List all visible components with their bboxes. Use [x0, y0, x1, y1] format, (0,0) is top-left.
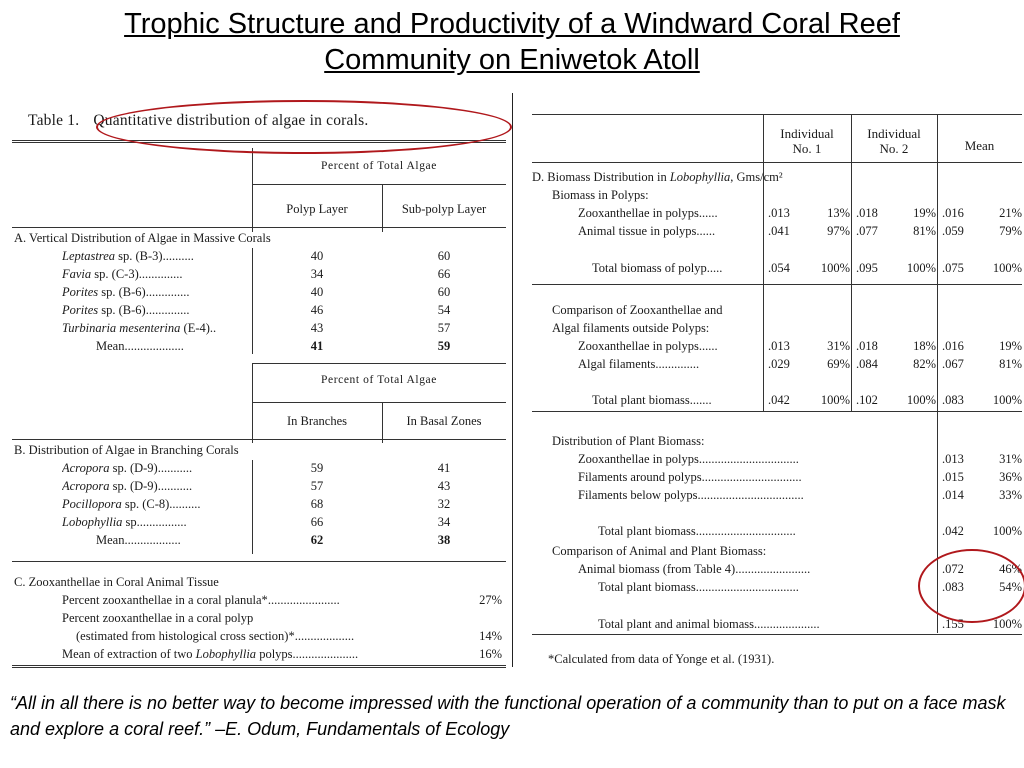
leader-dots: .............. — [655, 357, 700, 371]
label: Algal filaments — [578, 357, 656, 371]
table-rule — [252, 402, 506, 403]
subsection-title: Distribution of Plant Biomass: — [552, 434, 705, 448]
ind1-value: .041 — [768, 224, 790, 238]
mean-percent: 81% — [999, 357, 1022, 371]
label: Filaments below polyps — [578, 488, 698, 502]
specimen: sp. (D-9) — [109, 461, 158, 475]
label: Total plant biomass — [598, 580, 696, 594]
table-rule — [532, 284, 1022, 285]
leader-dots: ................................ — [701, 470, 802, 484]
ind1-percent: 100% — [820, 261, 850, 275]
genus: Acropora — [62, 479, 110, 493]
specimen: sp. (C-3) — [91, 267, 139, 281]
subsection-title: Algal filaments outside Polyps: — [552, 321, 710, 335]
label: Zooxanthellae in polyps — [578, 206, 699, 220]
mean-percent: 100% — [992, 261, 1022, 275]
ind2-value: .095 — [856, 261, 878, 275]
table-rule — [12, 665, 506, 668]
table-rule — [12, 561, 506, 562]
table-row — [12, 285, 506, 303]
title-text: D. Biomass Distribution in — [532, 170, 670, 184]
table-rule — [532, 162, 1022, 163]
leader-dots: ........................ — [735, 562, 811, 576]
polyp-layer-mean: 41 — [310, 339, 324, 353]
leader-dots: ...... — [698, 339, 718, 353]
polyp-layer-value: 34 — [310, 267, 324, 281]
row-text: (estimated from histological cross section)* — [76, 629, 295, 643]
mean-percent: 100% — [992, 524, 1022, 538]
table-row — [12, 461, 506, 479]
leader-dots: ..... — [706, 261, 723, 275]
in-branches-value: 66 — [310, 515, 324, 529]
table-row-label — [592, 261, 722, 276]
leader-dots: ................... — [294, 629, 355, 643]
label: Total plant biomass — [598, 524, 696, 538]
subsection-title: Comparison of Animal and Plant Biomass: — [552, 544, 767, 558]
leader-dots: ............... — [139, 515, 187, 529]
genus: Lobophyllia — [669, 170, 731, 184]
specimen: (E-4) — [180, 321, 210, 335]
ind1-value: .013 — [768, 206, 790, 220]
row-text: polyps — [256, 647, 293, 661]
table-rule — [12, 227, 506, 228]
specimen: sp. (C-8) — [121, 497, 170, 511]
label: Total plant and animal biomass — [598, 617, 755, 631]
specimen: sp. (B-6) — [98, 285, 146, 299]
leader-dots: .. — [209, 321, 217, 335]
header-percent-total-algae: Percent of Total Algae — [321, 160, 437, 172]
table-row — [12, 303, 506, 321]
title-line-2: Community on Eniwetok Atoll — [324, 44, 700, 76]
table-1-algae-distribution — [12, 100, 506, 668]
mean-value: .075 — [942, 261, 964, 275]
mean-label: Mean — [96, 339, 125, 353]
header-line: No. 1 — [792, 141, 822, 156]
label: Total biomass of polyp — [592, 261, 707, 275]
table-row-label — [578, 562, 934, 577]
leader-dots: .................. — [124, 533, 181, 547]
genus: Leptastrea — [62, 249, 116, 263]
ind2-value: .018 — [856, 339, 878, 353]
sub-polyp-layer-value: 54 — [437, 303, 451, 317]
ind1-value: .042 — [768, 393, 790, 407]
ind1-value: .013 — [768, 339, 790, 353]
polyp-layer-value: 43 — [310, 321, 324, 335]
row-value: 16% — [479, 647, 502, 661]
table-row-label — [578, 206, 718, 221]
ind2-percent: 82% — [913, 357, 936, 371]
table-row-label — [578, 488, 934, 503]
vertical-divider — [512, 93, 513, 667]
subsection-title: Comparison of Zooxanthellae and — [552, 303, 723, 317]
highlight-oval — [96, 100, 512, 154]
sub-polyp-layer-value: 57 — [437, 321, 451, 335]
label: Animal tissue in polyps — [578, 224, 697, 238]
genus: Porites — [62, 303, 99, 317]
leader-dots: ................... — [124, 339, 184, 353]
mean-value: .083 — [942, 580, 964, 594]
ind1-percent: 100% — [820, 393, 850, 407]
header-mean: Mean — [964, 138, 995, 153]
header-percent-total-algae: Percent of Total Algae — [321, 374, 437, 386]
odum-quote: “All in all there is no better way to become impressed with the functional operation of a community than to put on a face mask and explore a coral reef.” –E. Odum, Fundamentals of Ecology — [10, 693, 1006, 739]
table-row — [12, 515, 506, 533]
table-1-label: Table 1. — [28, 112, 80, 129]
specimen: sp. (B-6) — [98, 303, 146, 317]
genus: Lobophyllia — [195, 647, 257, 661]
ind1-percent: 31% — [827, 339, 850, 353]
in-basal-zones-value: 32 — [437, 497, 451, 511]
table-biomass-distribution — [532, 112, 1024, 668]
row-text: Mean of extraction of two — [62, 647, 196, 661]
leader-dots: ...... — [696, 224, 716, 238]
section-b-title: B. Distribution of Algae in Branching Corals — [14, 443, 239, 457]
mean-value: .016 — [942, 339, 964, 353]
mean-value: .155 — [942, 617, 964, 631]
table-row — [12, 249, 506, 267]
in-branches-value: 57 — [310, 479, 324, 493]
mean-value: .014 — [942, 488, 964, 502]
leader-dots: .............. — [138, 267, 183, 281]
genus: Porites — [62, 285, 99, 299]
leader-dots: .............. — [145, 303, 190, 317]
table-row-label — [578, 224, 715, 239]
table-row — [12, 497, 506, 515]
table-row — [12, 267, 506, 285]
sub-polyp-layer-value: 66 — [437, 267, 451, 281]
mean-percent: 54% — [999, 580, 1022, 594]
leader-dots: ........... — [157, 461, 193, 475]
in-basal-zones-value: 41 — [437, 461, 451, 475]
sub-polyp-layer-value: 60 — [437, 249, 451, 263]
column-divider — [937, 114, 938, 411]
row-text: Percent zooxanthellae in a coral polyp — [62, 611, 254, 625]
sub-polyp-layer-mean: 59 — [437, 339, 451, 353]
table-row-label — [578, 339, 718, 354]
table-row-label — [592, 393, 712, 408]
mean-value: .067 — [942, 357, 964, 371]
ind2-percent: 100% — [906, 261, 936, 275]
mean-value: .042 — [942, 524, 964, 538]
slide-title — [0, 6, 1024, 78]
in-basal-zones-value: 43 — [437, 479, 451, 493]
table-row — [76, 629, 502, 647]
header-individual-2 — [851, 126, 937, 156]
ind1-percent: 13% — [827, 206, 850, 220]
table-row-label — [578, 470, 934, 485]
table-rule — [252, 363, 506, 364]
label: Filaments around polyps — [578, 470, 702, 484]
mean-percent: 33% — [999, 488, 1022, 502]
table-rule — [532, 411, 1022, 412]
leader-dots: .......... — [162, 249, 194, 263]
ind1-percent: 69% — [827, 357, 850, 371]
mean-row — [12, 533, 506, 551]
leader-dots: .......... — [169, 497, 201, 511]
table-row-label — [598, 580, 934, 595]
leader-dots: ................................ — [695, 524, 796, 538]
row-value: 14% — [479, 629, 502, 643]
mean-value: .015 — [942, 470, 964, 484]
leader-dots: ................................ — [698, 452, 799, 466]
table-rule — [532, 114, 1022, 115]
mean-value: .059 — [942, 224, 964, 238]
ind2-value: .102 — [856, 393, 878, 407]
header-in-basal-zones: In Basal Zones — [406, 414, 482, 428]
column-divider — [763, 114, 764, 411]
label: Zooxanthellae in polyps — [578, 452, 699, 466]
mean-row — [12, 339, 506, 357]
header-in-branches: In Branches — [286, 414, 348, 428]
in-branches-value: 59 — [310, 461, 324, 475]
mean-value: .013 — [942, 452, 964, 466]
genus: Acropora — [62, 461, 110, 475]
highlight-oval — [918, 549, 1024, 623]
table-1-caption-text: Quantitative distribution of algae in corals. — [93, 112, 369, 129]
table-rule — [532, 634, 1022, 635]
polyp-layer-value: 46 — [310, 303, 324, 317]
header-line: Individual — [780, 126, 834, 141]
in-branches-mean: 62 — [310, 533, 324, 547]
table-row — [62, 647, 502, 665]
mean-percent: 100% — [992, 617, 1022, 631]
section-c-title: C. Zooxanthellae in Coral Animal Tissue — [14, 575, 219, 589]
leader-dots: .................................. — [697, 488, 804, 502]
ind2-percent: 18% — [913, 339, 936, 353]
sub-polyp-layer-value: 60 — [437, 285, 451, 299]
table-row-label — [578, 452, 934, 467]
table-row-label — [578, 357, 699, 372]
leader-dots: ....................... — [267, 593, 340, 607]
mean-label: Mean — [96, 533, 125, 547]
ind1-value: .054 — [768, 261, 790, 275]
in-basal-zones-mean: 38 — [437, 533, 451, 547]
mean-percent: 46% — [999, 562, 1022, 576]
ind2-value: .018 — [856, 206, 878, 220]
ind2-percent: 100% — [906, 393, 936, 407]
table-row — [12, 321, 506, 339]
mean-percent: 100% — [992, 393, 1022, 407]
ind2-percent: 19% — [913, 206, 936, 220]
table-rule — [12, 439, 506, 440]
table-row — [12, 479, 506, 497]
specimen: sp. (D-9) — [109, 479, 158, 493]
ind2-value: .077 — [856, 224, 878, 238]
polyp-layer-value: 40 — [310, 285, 324, 299]
leader-dots: ...... — [698, 206, 718, 220]
mean-value: .072 — [942, 562, 964, 576]
mean-percent: 21% — [999, 206, 1022, 220]
table-rule — [252, 184, 506, 185]
row-text: Percent zooxanthellae in a coral planula* — [62, 593, 268, 607]
ind1-value: .029 — [768, 357, 790, 371]
polyp-layer-value: 40 — [310, 249, 324, 263]
leader-dots: ....... — [689, 393, 712, 407]
section-a-title: A. Vertical Distribution of Algae in Massive Corals — [14, 231, 271, 245]
specimen: sp. (B-3) — [115, 249, 163, 263]
header-individual-1 — [763, 126, 851, 156]
leader-dots: .............. — [145, 285, 190, 299]
subsection-title: Biomass in Polyps: — [552, 188, 649, 202]
genus: Pocillopora — [62, 497, 122, 511]
title-text: , Gms/cm² — [730, 170, 783, 184]
mean-percent: 31% — [999, 452, 1022, 466]
specimen: sp. — [122, 515, 140, 529]
ind2-value: .084 — [856, 357, 878, 371]
section-d-title — [532, 170, 783, 185]
header-sub-polyp-layer: Sub-polyp Layer — [401, 202, 487, 216]
ind1-percent: 97% — [827, 224, 850, 238]
header-polyp-layer: Polyp Layer — [286, 202, 348, 216]
in-branches-value: 68 — [310, 497, 324, 511]
genus: Turbinaria mesenterina — [62, 321, 181, 335]
genus: Favia — [62, 267, 92, 281]
header-line: Individual — [867, 126, 921, 141]
row-value: 27% — [479, 593, 502, 607]
table-row-label — [598, 617, 934, 632]
leader-dots: ........... — [157, 479, 193, 493]
mean-percent: 19% — [999, 339, 1022, 353]
title-line-1: Trophic Structure and Productivity of a Windward Coral Reef — [124, 8, 900, 40]
leader-dots: ..................... — [754, 617, 820, 631]
table-row — [62, 611, 502, 629]
mean-value: .016 — [942, 206, 964, 220]
leader-dots: ..................... — [292, 647, 359, 661]
header-line: No. 2 — [879, 141, 909, 156]
table-row-label — [598, 524, 934, 539]
label: Zooxanthellae in polyps — [578, 339, 699, 353]
genus: Lobophyllia — [62, 515, 123, 529]
in-basal-zones-value: 34 — [437, 515, 451, 529]
label: Animal biomass (from Table 4) — [578, 562, 736, 576]
label: Total plant biomass — [592, 393, 690, 407]
footnote: *Calculated from data of Yonge et al. (1931). — [548, 652, 775, 666]
table-row — [62, 593, 502, 611]
mean-percent: 36% — [999, 470, 1022, 484]
mean-percent: 79% — [999, 224, 1022, 238]
mean-value: .083 — [942, 393, 964, 407]
leader-dots: ................................. — [695, 580, 799, 594]
ind2-percent: 81% — [913, 224, 936, 238]
column-divider — [851, 114, 852, 411]
